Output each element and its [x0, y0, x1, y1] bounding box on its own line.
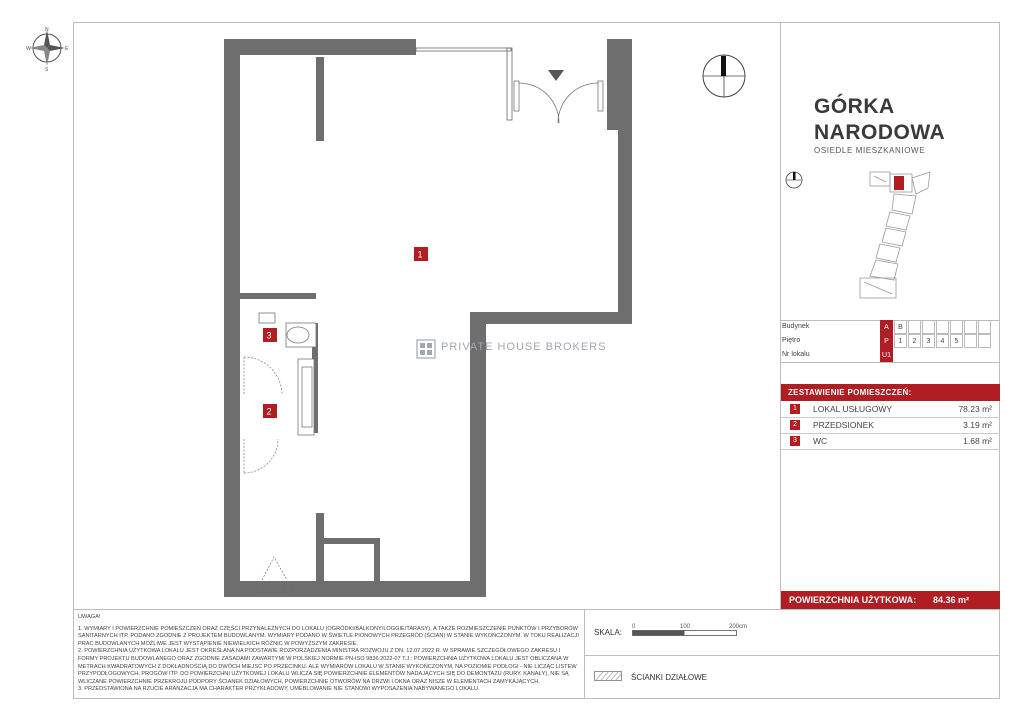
floor-4-cell: 4: [936, 334, 949, 348]
note-3: 3. PRZEDSTAWIONA NA RZUCIE ARANŻACJA MA CHARAKTER PRZYKŁADOWY, UMEBLOWANIE NIE STANOWI WYPOSAŻENIA NABYWANEGO LOKALU.: [78, 686, 480, 693]
partition-wall-hatch-icon: [594, 671, 624, 683]
room-area: 78.23 m²: [958, 404, 992, 414]
empty-cell: [964, 320, 977, 334]
floor-5-cell: 5: [950, 334, 963, 348]
room-row: [781, 418, 1000, 434]
empty-cell: [936, 320, 949, 334]
room-3-label: 3: [266, 330, 272, 341]
room-row: [781, 434, 1000, 450]
building-a-cell: A: [880, 320, 893, 334]
inner-doors: [244, 357, 288, 595]
floor-plan: [74, 23, 780, 609]
building-label: Budynek: [782, 323, 810, 330]
room-number: 1: [790, 404, 800, 414]
compass-s: S: [45, 67, 49, 73]
scale-label: SKALA:: [594, 628, 623, 637]
room-1-label: 1: [417, 249, 423, 260]
room-area: 1.68 m²: [963, 436, 992, 446]
footer-legend-divider: [585, 655, 1000, 656]
entrance-arrow-icon: [548, 70, 564, 81]
floor-3-cell: 3: [922, 334, 935, 348]
compass-w: W: [26, 46, 31, 52]
room-number: 2: [790, 420, 800, 430]
floor-1-cell: 1: [894, 334, 907, 348]
scale-tick-0: 0: [632, 624, 636, 630]
rooms-summary-title: ZESTAWIENIE POMIESZCZEŃ:: [781, 384, 1000, 401]
right-panel-divider: [780, 22, 781, 609]
empty-cell: [922, 320, 935, 334]
project-title: [814, 94, 945, 146]
empty-cell: [964, 334, 977, 348]
floor-p-cell: P: [880, 334, 893, 348]
footer-divider: [73, 609, 1000, 610]
note-2: 2. POWIERZCHNIA UŻYTKOWA LOKALU JEST OKREŚLANA NA PODSTAWIE ROZPORZĄDZENIA MINISTRA ROZWOJU Z DN. 12.07.2022 R. W SPRAWIE SZCZEGÓŁOWEGO ZAKRESU I FORMY PROJEKTU BUDOWLANEGO ORAZ ZGODNIE ZASADAMI ZAWARTYMI W POLSKIEJ NORMIE PN-ISO 9836:2022-07 T.J.: POWIERZCHNIA UŻYTKOWA LOKALU JEST OBLICZANA W METRACH KWADRATOWYCH Z DOKŁADNOŚCIĄ DO DWÓCH MIEJSC PO PRZECINKU. ALE WYMIARÓW LOKALU W STANIE WYKOŃCZONYM, NA POZIOMIE PODŁOGI - NIE LICZĄC LISTEW PRZYPODŁOGOWYCH, PROGÓW ITP. DO POWIERZCHNI UŻYTKOWEJ LOKALU WLICZA SIĘ POWIERZCHNIE ELEMENTÓW NADAJĄCYCH SIĘ DO DEMONTAŻU (RURY, KANAŁY), NIE SĄ WLICZANE POWIERZCHNIE PRZEKROJU PODPORY ŚCIANEK DZIAŁOWYCH, POWIERZCHNIE OTWORÓW NA DRZWI I OKNA ORAZ NISZE W ELEMENTACH ZAMYKAJĄCYCH.: [78, 648, 577, 685]
scale-tick-100: 100: [680, 624, 691, 630]
project-subtitle: OSIEDLE MIESZKANIOWE: [814, 146, 926, 155]
unit-number-cell: U1: [880, 348, 893, 362]
keyplan-unit-highlight: [894, 176, 904, 190]
unit-number-label: Nr lokalu: [782, 351, 810, 358]
watermark-logo-icon: [416, 339, 436, 359]
total-area-value: 84.36 m²: [933, 595, 970, 605]
room-number: 3: [790, 436, 800, 446]
watermark-text: PRIVATE HOUSE BROKERS: [441, 341, 607, 353]
project-title-line1: GÓRKA: [814, 95, 895, 118]
compass-e: E: [65, 46, 69, 52]
scale-tick-200: 200cm: [729, 624, 748, 630]
legend-partition-walls: ŚCIANKI DZIAŁOWE: [631, 673, 708, 682]
entrance-door: [514, 81, 603, 123]
walls: [224, 39, 632, 597]
building-b-cell: B: [894, 320, 907, 334]
empty-cell: [978, 320, 991, 334]
footer-split: [584, 609, 585, 699]
room-name: PRZEDSIONEK: [813, 420, 874, 430]
scale-bar: [632, 630, 742, 638]
total-area-bar: [781, 591, 1000, 609]
room-name: WC: [813, 436, 828, 446]
room-2-label: 2: [266, 406, 272, 417]
notes-block: [78, 614, 580, 694]
note-1: 1. WYMIARY I POWIERZCHNIE POMIESZCZEŃ ORAZ CZĘŚCI PRZYNALEŻNYCH DO LOKALU (OGRÓDKI/BALKONY/LOGGIE/TARASY), A TAKŻE ROZMIESZCZENIE PUNKTÓW I PRZYBORÓW SANITARNYCH ITP. PODANO ZGODNIE Z PROJEKTEM BUDOWLANYM. WYMIARY PODANO W ŚWIETLE PIONOWYCH PRZEGRÓD (ŚCIAN) W STANIE WYKOŃCZONYM. W TOKU REALIZACJI PRAC BUDOWLANYCH MOŻLIWE JEST WYSTĄPIENIE NIEWIELKICH RÓŻNIC W POWYŻSZYM ZAKRESIE.: [78, 625, 579, 647]
compass-rose-icon: [24, 25, 72, 73]
total-area-label: POWIERZCHNIA UŻYTKOWA:: [789, 595, 917, 605]
table-bottom-line: [781, 362, 1000, 363]
empty-cell: [950, 320, 963, 334]
north-indicator-icon: [700, 52, 748, 100]
room-name: LOKAL USŁUGOWY: [813, 404, 893, 414]
room-area: 3.19 m²: [963, 420, 992, 430]
compass-n: N: [45, 27, 49, 33]
project-title-line2: NARODOWA: [814, 121, 946, 144]
floor-2-cell: 2: [908, 334, 921, 348]
room-row: [781, 402, 1000, 418]
empty-cell: [908, 320, 921, 334]
site-key-plan: [850, 168, 940, 302]
floor-label: Piętro: [782, 337, 801, 344]
notes-heading: UWAGA!: [78, 614, 101, 620]
keyplan-north-icon: [784, 170, 804, 190]
empty-cell: [978, 334, 991, 348]
